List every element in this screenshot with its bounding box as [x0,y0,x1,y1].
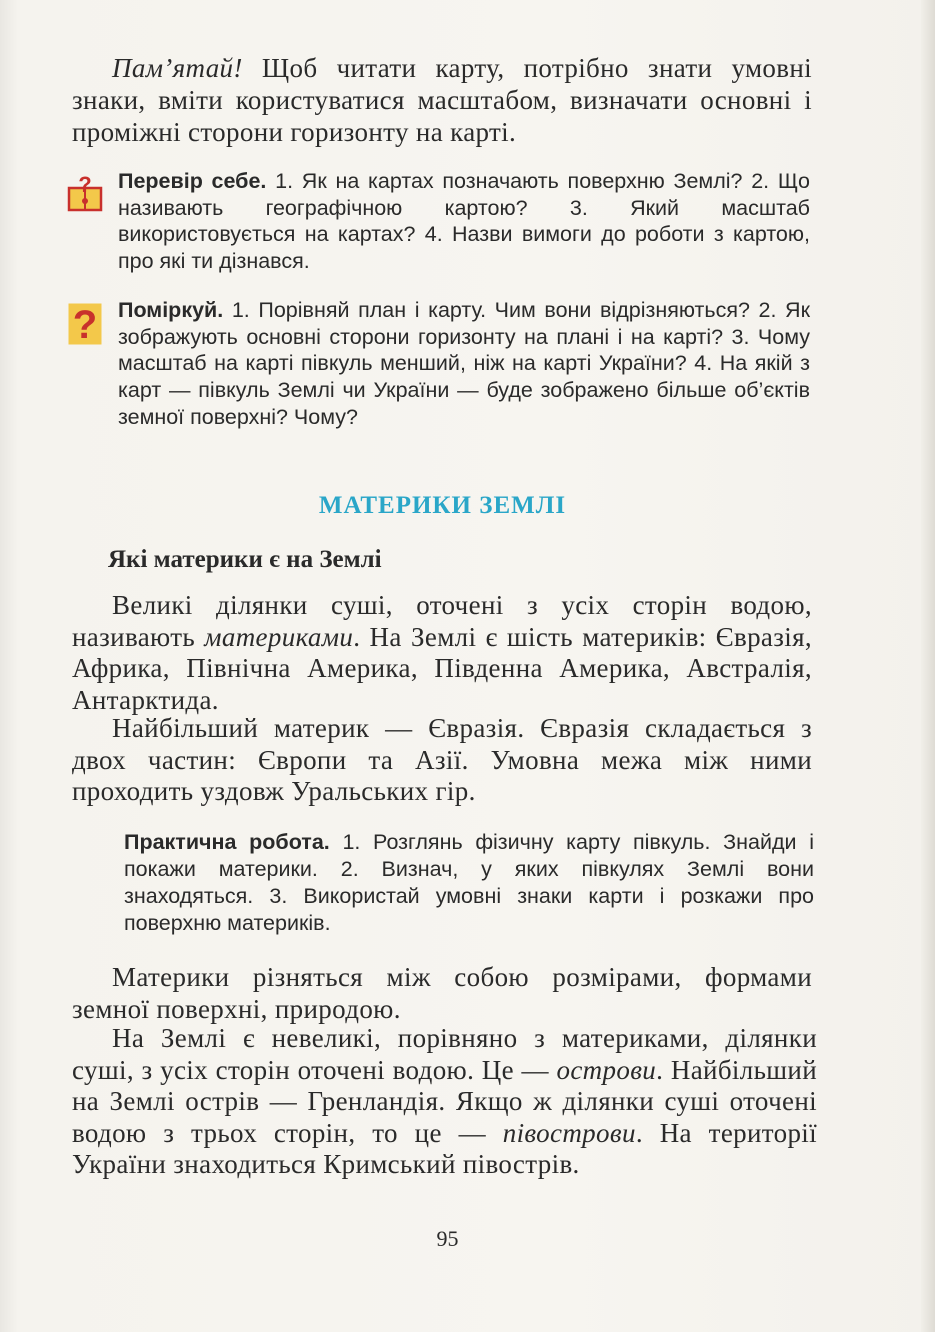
section-title: МАТЕРИКИ ЗЕМЛІ [318,492,567,519]
remember-lead: Пам’ятай! [112,53,243,83]
para2-text: Найбільший материк — Євразія. Євразія складається з двох частин: Європи та Азії. Умовна межа між ними проходить уздовж Уральських гір. [72,713,812,806]
term-peninsulas: півострови [502,1117,636,1148]
differences-paragraph [72,962,812,1025]
continents-paragraph [72,590,812,716]
para1-after: . На Землі є шість материків: Євразія, Африка, Північна Америка, Південна Америка, Австралія, Антарктида. [72,621,812,715]
think-text [118,297,810,431]
check-yourself-body: 1. Як на картах позначають поверхню Землі? 2. Що називають географічною картою? 3. Який масштаб використовується на картах? 4. Назви вимоги до роботи з картою, про які ти дізнався. [118,169,810,274]
islands-paragraph [72,1023,817,1181]
para4-after: . На території України знаходиться Кримський півострів. [72,1117,818,1179]
practical-work-text [124,829,814,937]
para1-before: Великі ділянки суші, оточені з усіх сторін водою, називають [72,590,812,652]
svg-text:?: ? [72,303,98,347]
question-book-icon [66,170,104,214]
think-body: 1. Порівняй план і карту. Чим вони відрізняються? 2. Як зображують основні сторони горизонту на плані і на карті? 3. Чому масштаб на карті півкуль менший, ніж на карті України? 4. На якій з карт — півкуль Землі чи України — буде зображено більше об’єктів земної поверхні? Чому? [118,298,810,429]
term-continents: материками [204,621,354,652]
practical-work-lead: Практична робота. [124,830,330,854]
svg-text:?: ? [78,172,92,197]
eurasia-paragraph [72,713,812,808]
para4-before: На Землі є невеликі, порівняно з материками, ділянки суші, з усіх сторін оточені водою. Це — [72,1023,817,1085]
remember-paragraph [72,52,812,148]
para4-middle: . Найбільший на Землі острів — Гренландія. Якщо ж ділянки суші оточені водою з трьох сторін, то це — [72,1054,817,1148]
question-mark-icon [66,300,104,348]
subheading: Які материки є на Землі [108,546,382,573]
check-yourself-lead: Перевір себе. [118,169,267,193]
term-islands: острови [556,1054,657,1085]
practical-work-body: 1. Розглянь фізичну карту півкуль. Знайди і покажи материки. 2. Визнач, у яких півкулях Землі вони знаходяться. 3. Використай умовні знаки карти і розкажи про поверхню материків. [124,830,814,935]
think-lead: Поміркуй. [118,298,224,322]
page-spine-shadow [921,0,935,1332]
check-yourself-text [118,168,810,275]
page-number: 95 [436,1226,459,1251]
para3-text: Материки різняться між собою розмірами, формами земної поверхні, природою. [72,962,812,1024]
remember-text: Щоб читати карту, потрібно знати умовні знаки, вміти користуватися масштабом, визначати основні і проміжні сторони горизонту на карті. [72,53,812,147]
